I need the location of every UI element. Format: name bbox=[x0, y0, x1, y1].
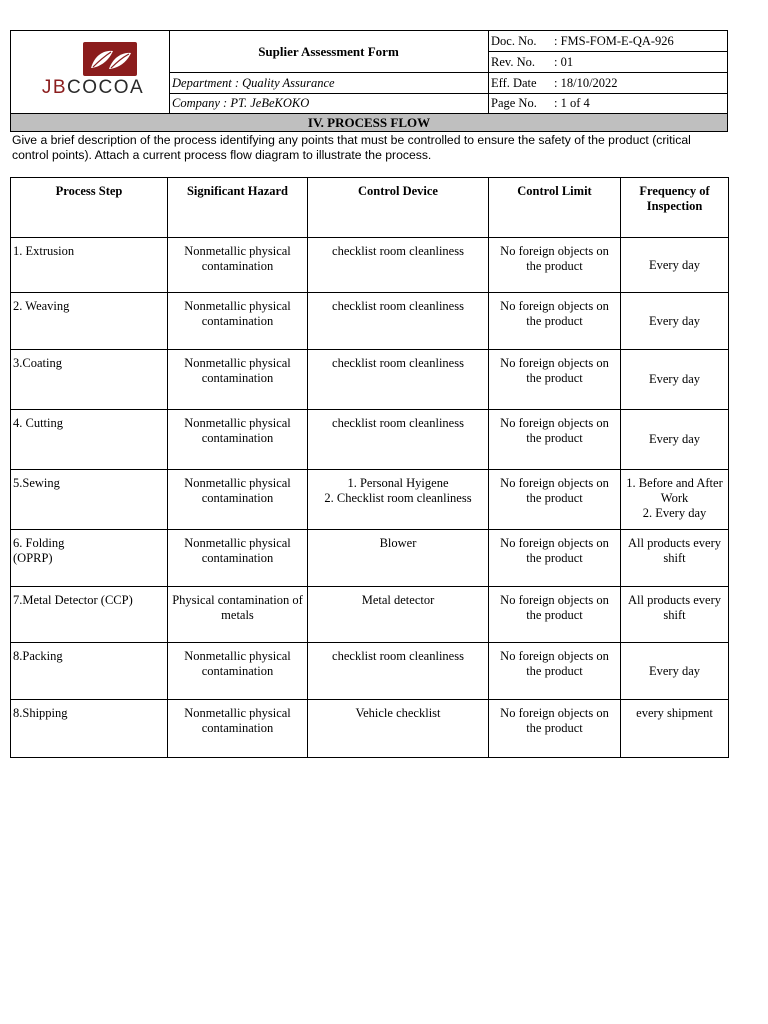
hazard-cell: Nonmetallic physical contamination bbox=[168, 470, 308, 530]
control-limit-cell: No foreign objects on the product bbox=[489, 238, 621, 293]
control-limit-cell: No foreign objects on the product bbox=[489, 587, 621, 643]
table-row bbox=[11, 350, 729, 410]
control-device-cell: 1. Personal Hyigene 2. Checklist room cleanliness bbox=[308, 470, 489, 530]
control-device-cell: checklist room cleanliness bbox=[308, 293, 489, 350]
table-row bbox=[11, 530, 729, 587]
document-header bbox=[10, 30, 728, 114]
control-limit-cell: No foreign objects on the product bbox=[489, 530, 621, 587]
control-device-cell: Blower bbox=[308, 530, 489, 587]
control-device-cell: checklist room cleanliness bbox=[308, 350, 489, 410]
control-device-cell: checklist room cleanliness bbox=[308, 238, 489, 293]
process-step-cell: 6. Folding (OPRP) bbox=[11, 530, 168, 587]
process-step-cell: 4. Cutting bbox=[11, 410, 168, 470]
department-field: Department : Quality Assurance bbox=[169, 73, 489, 94]
table-row bbox=[11, 643, 729, 700]
logo-rest-text: COCOA bbox=[67, 77, 145, 98]
process-step-cell: 7.Metal Detector (CCP) bbox=[11, 587, 168, 643]
section-title: IV. PROCESS FLOW bbox=[10, 113, 728, 132]
process-step-cell: 2. Weaving bbox=[11, 293, 168, 350]
page-number-value: : 1 of 4 bbox=[554, 96, 590, 110]
rev-number-value: : 01 bbox=[554, 55, 574, 69]
frequency-cell: Every day bbox=[621, 238, 729, 293]
frequency-cell: All products every shift bbox=[621, 587, 729, 643]
section-instructions: Give a brief description of the process identifying any points that must be controlled to ensure the safety of the product (critical control points). Attach a current process flow diagram to illustrate the process. bbox=[12, 133, 691, 162]
frequency-cell: Every day bbox=[621, 643, 729, 700]
column-header: Significant Hazard bbox=[168, 178, 308, 238]
control-device-cell: Metal detector bbox=[308, 587, 489, 643]
process-step-cell: 3.Coating bbox=[11, 350, 168, 410]
process-flow-table bbox=[10, 177, 729, 758]
process-step-cell: 8.Shipping bbox=[11, 700, 168, 758]
hazard-cell: Nonmetallic physical contamination bbox=[168, 238, 308, 293]
control-limit-cell: No foreign objects on the product bbox=[489, 410, 621, 470]
table-row bbox=[11, 587, 729, 643]
hazard-cell: Nonmetallic physical contamination bbox=[168, 293, 308, 350]
company-logo bbox=[11, 31, 170, 113]
eff-date-value: : 18/10/2022 bbox=[554, 76, 618, 90]
control-device-cell: checklist room cleanliness bbox=[308, 643, 489, 700]
eff-date-label: Eff. Date bbox=[491, 76, 537, 90]
hazard-cell: Nonmetallic physical contamination bbox=[168, 410, 308, 470]
hazard-cell: Physical contamination of metals bbox=[168, 587, 308, 643]
table-row bbox=[11, 410, 729, 470]
table-row bbox=[11, 470, 729, 530]
column-header: Frequency of Inspection bbox=[621, 178, 729, 238]
frequency-cell: Every day bbox=[621, 293, 729, 350]
column-header: Control Device bbox=[308, 178, 489, 238]
doc-number-label: Doc. No. bbox=[491, 34, 537, 48]
frequency-cell: every shipment bbox=[621, 700, 729, 758]
form-title: Suplier Assessment Form bbox=[169, 31, 489, 73]
frequency-cell: Every day bbox=[621, 350, 729, 410]
cocoa-leaves-icon bbox=[83, 42, 137, 76]
control-limit-cell: No foreign objects on the product bbox=[489, 700, 621, 758]
control-limit-cell: No foreign objects on the product bbox=[489, 643, 621, 700]
column-header: Control Limit bbox=[489, 178, 621, 238]
company-field: Company : PT. JeBeKOKO bbox=[169, 93, 489, 113]
page-number-label: Page No. bbox=[491, 96, 537, 110]
control-limit-cell: No foreign objects on the product bbox=[489, 293, 621, 350]
table-header-row bbox=[11, 178, 729, 238]
table-row bbox=[11, 238, 729, 293]
control-limit-cell: No foreign objects on the product bbox=[489, 470, 621, 530]
hazard-cell: Nonmetallic physical contamination bbox=[168, 643, 308, 700]
process-step-cell: 5.Sewing bbox=[11, 470, 168, 530]
doc-number-row bbox=[489, 31, 727, 52]
rev-number-label: Rev. No. bbox=[491, 55, 535, 69]
control-device-cell: checklist room cleanliness bbox=[308, 410, 489, 470]
hazard-cell: Nonmetallic physical contamination bbox=[168, 530, 308, 587]
column-header: Process Step bbox=[11, 178, 168, 238]
hazard-cell: Nonmetallic physical contamination bbox=[168, 350, 308, 410]
eff-date-row bbox=[489, 73, 727, 94]
doc-number-value: : FMS-FOM-E-QA-926 bbox=[554, 34, 674, 48]
hazard-cell: Nonmetallic physical contamination bbox=[168, 700, 308, 758]
frequency-cell: Every day bbox=[621, 410, 729, 470]
control-limit-cell: No foreign objects on the product bbox=[489, 350, 621, 410]
frequency-cell: 1. Before and After Work 2. Every day bbox=[621, 470, 729, 530]
logo-brand-text: JB bbox=[41, 77, 67, 98]
rev-number-row bbox=[489, 52, 727, 73]
table-row bbox=[11, 700, 729, 758]
logo-wordmark bbox=[25, 77, 161, 99]
frequency-cell: All products every shift bbox=[621, 530, 729, 587]
page-number-row bbox=[489, 93, 727, 113]
process-step-cell: 1. Extrusion bbox=[11, 238, 168, 293]
process-step-cell: 8.Packing bbox=[11, 643, 168, 700]
control-device-cell: Vehicle checklist bbox=[308, 700, 489, 758]
table-row bbox=[11, 293, 729, 350]
